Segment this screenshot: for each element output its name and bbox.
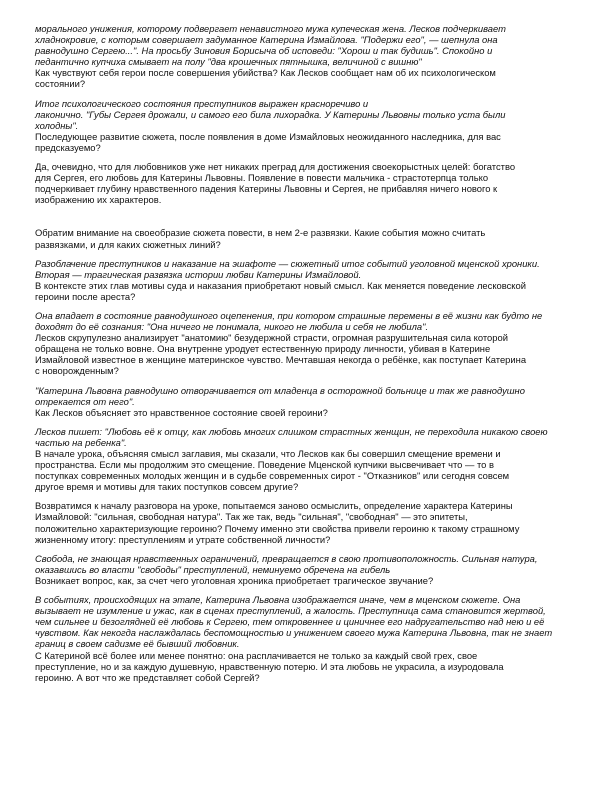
paragraph xyxy=(35,594,583,683)
text-line: Как чувствуют себя герои после совершения убийства? Как Лесков сообщает нам об их психологическом xyxy=(35,67,496,79)
text-line: для Сергея, его любовь для Катерины Львовны. Появление в повести мальчика - страстотерпца только xyxy=(35,172,489,184)
text-line: Измайловой известное в женщине материнское чувство. Мечтавшая некогда о ребёнке, как поступает Катерина xyxy=(35,354,527,366)
text-line: другое время и мотивы для таких поступков совсем другие? xyxy=(35,481,299,493)
text-line: состоянии? xyxy=(35,78,86,90)
text-line: пространства. Если мы продолжим это смещение. Поведение Мценской купчики высвечивает что — то в xyxy=(35,459,494,471)
text-line: Как Лесков объясняет это нравственное состояние своей героини? xyxy=(35,406,328,418)
italic-text-line: доходят до её сознания: "Она ничего не понимала, никого не любила и себя не любила". xyxy=(35,321,429,333)
text-line: изображению их характеров. xyxy=(35,194,162,206)
italic-text-line: Вторая — трагическая развязка истории любви Катерины Измайловой. xyxy=(35,268,362,280)
text-line: Да, очевидно, что для любовников уже нет никаких преград для достижения своекорыстных целей: богатство xyxy=(35,161,516,173)
text-line: подчеркивает глубину нравственного падения Катерины Львовны и Сергея, не прибавляя ничего нового к xyxy=(35,183,498,195)
text-line: В контексте этих глав мотивы суда и наказания приобретают новый смысл. Как меняется поведение лесковской xyxy=(35,279,526,291)
italic-text-line: оказавшись во власти "свободы" преступлений, неминуемо обречена на гибель xyxy=(35,563,391,575)
paragraph xyxy=(35,98,583,153)
text-line: поступках современных молодых женщин и в судьбе современных сирот - "Отказников" или сегодня совсем xyxy=(35,470,510,482)
paragraph xyxy=(35,23,583,90)
italic-text-line: Итог психологического состояния преступников выражен красноречиво и xyxy=(35,97,369,109)
text-line: обращена не только вовне. Она внутренне уродует естественную природу личности, убивая в Катерине xyxy=(35,343,491,355)
text-line: Лесков скрупулезно анализирует "анатомию" безудержной страсти, огромная разрушительная сила которой xyxy=(35,332,508,344)
paragraph xyxy=(35,310,583,377)
text-line: героиню. А вот что же представляет собой Сергей? xyxy=(35,671,260,683)
paragraph xyxy=(35,553,583,586)
text-line: Возникает вопрос, как, за счет чего уголовная хроника приобретает трагическое звучание? xyxy=(35,574,434,586)
text-line: Обратим внимание на своеобразие сюжета повести, в нем 2-е развязки. Какие события можно считать xyxy=(35,227,486,239)
document-body xyxy=(35,23,583,691)
italic-text-line: морального унижения, которому подвергает ненавистного мужа купеческая жена. Лесков подчеркивает xyxy=(35,23,506,34)
text-line: положительно характеризующие героиню? Почему именно эти свойства привели героиню к такому страшному xyxy=(35,522,520,534)
text-line: Последующее развитие сюжета, после появления в доме Измайловых неожиданного наследника, для вас xyxy=(35,130,501,142)
italic-text-line: вызывает не изумление и ужас, как в сценах преступлений, а жалость. Преступница сама становится жертвой, xyxy=(35,605,546,617)
text-line: жизненному итогу: преступлениям и утрате собственной личности? xyxy=(35,533,331,545)
italic-text-line: педантично купчиха смывает на полу "два крошечных пятнышка, величиной с вишню" xyxy=(35,56,422,68)
text-line: развязками, и для каких сюжетных линий? xyxy=(35,238,221,250)
paragraph xyxy=(35,161,583,205)
text-line: преступление, но и за каждую душевную, нравственную потерю. И эта любовь не украсила, а изуродовала xyxy=(35,660,504,672)
italic-text-line: В событиях, происходящих на этапе, Катерина Львовна изображается иначе, чем в мценском сюжете. Она xyxy=(35,594,521,606)
paragraph xyxy=(35,258,583,302)
text-line: В начале урока, объясняя смысл заглавия, мы сказали, что Лесков как бы совершил смещение времени и xyxy=(35,448,501,459)
italic-text-line: холодны". xyxy=(35,119,79,131)
paragraph xyxy=(35,227,583,249)
italic-text-line: Лесков пишет: "Любовь её к отцу, как любовь многих слишком страстных женщин, не переходила никакою своею xyxy=(35,425,548,437)
text-line: предсказуемо? xyxy=(35,141,101,153)
italic-text-line: лаконично. "Губы Сергея дрожали, и самого его била лихорадка. У Катерины Львовны только уста были xyxy=(35,108,506,120)
italic-text-line: Разоблачение преступников и наказание на эшафоте — сюжетный итог событий уголовной мценской хроники. xyxy=(35,257,540,269)
italic-text-line: частью на ребенка". xyxy=(35,436,127,448)
italic-text-line: Она впадает в состояние равнодушного оцепенения, при котором страшные перемены в её жизни как будто не xyxy=(35,309,543,321)
italic-text-line: чем сильнее и безоглядней её любовь к Сергею, тем откровеннее и циничнее его надругательство над нею и её xyxy=(35,616,545,628)
italic-text-line: "Катерина Львовна равнодушно отворачивается от младенца в осторожной больнице и так же равнодушно xyxy=(35,384,525,396)
text-line: Измайловой: "сильная, свободная натура". Так же так, ведь "сильная", "свободная" — это эпитеты, xyxy=(35,511,468,523)
italic-text-line: границ в своем садизме её бывший любовник. xyxy=(35,638,240,650)
italic-text-line: хладнокровие, с которым совершает задуманное Катерина Измайлова. "Подержи его", — шепнула она xyxy=(35,34,498,46)
text-line: героини после ареста? xyxy=(35,290,136,302)
italic-text-line: отрекается от него". xyxy=(35,395,135,407)
text-line: Возвратимся к началу разговора на уроке, попытаемся заново осмыслить, определение характера Катерины xyxy=(35,500,513,512)
paragraph xyxy=(35,426,583,493)
italic-text-line: равнодушно Сергею...". На просьбу Зиновия Борисыча об исповеди: "Хорош и так будишь". Спокойно и xyxy=(35,45,493,57)
italic-text-line: Свобода, не знающая нравственных ограничений, превращается в свою противоположность. Сильная натура, xyxy=(35,552,538,564)
paragraph xyxy=(35,500,583,544)
paragraph-spacer xyxy=(35,213,583,227)
text-line: С Катериной всё более или менее понятно: она расплачивается не только за каждый свой грех, свое xyxy=(35,649,478,661)
italic-text-line: чувством. Как некогда наслаждалась беспомощностью и унижением своего мужа Катерина Львовна, так не знает xyxy=(35,627,553,639)
paragraph xyxy=(35,385,583,418)
text-line: с новорожденным? xyxy=(35,365,119,377)
